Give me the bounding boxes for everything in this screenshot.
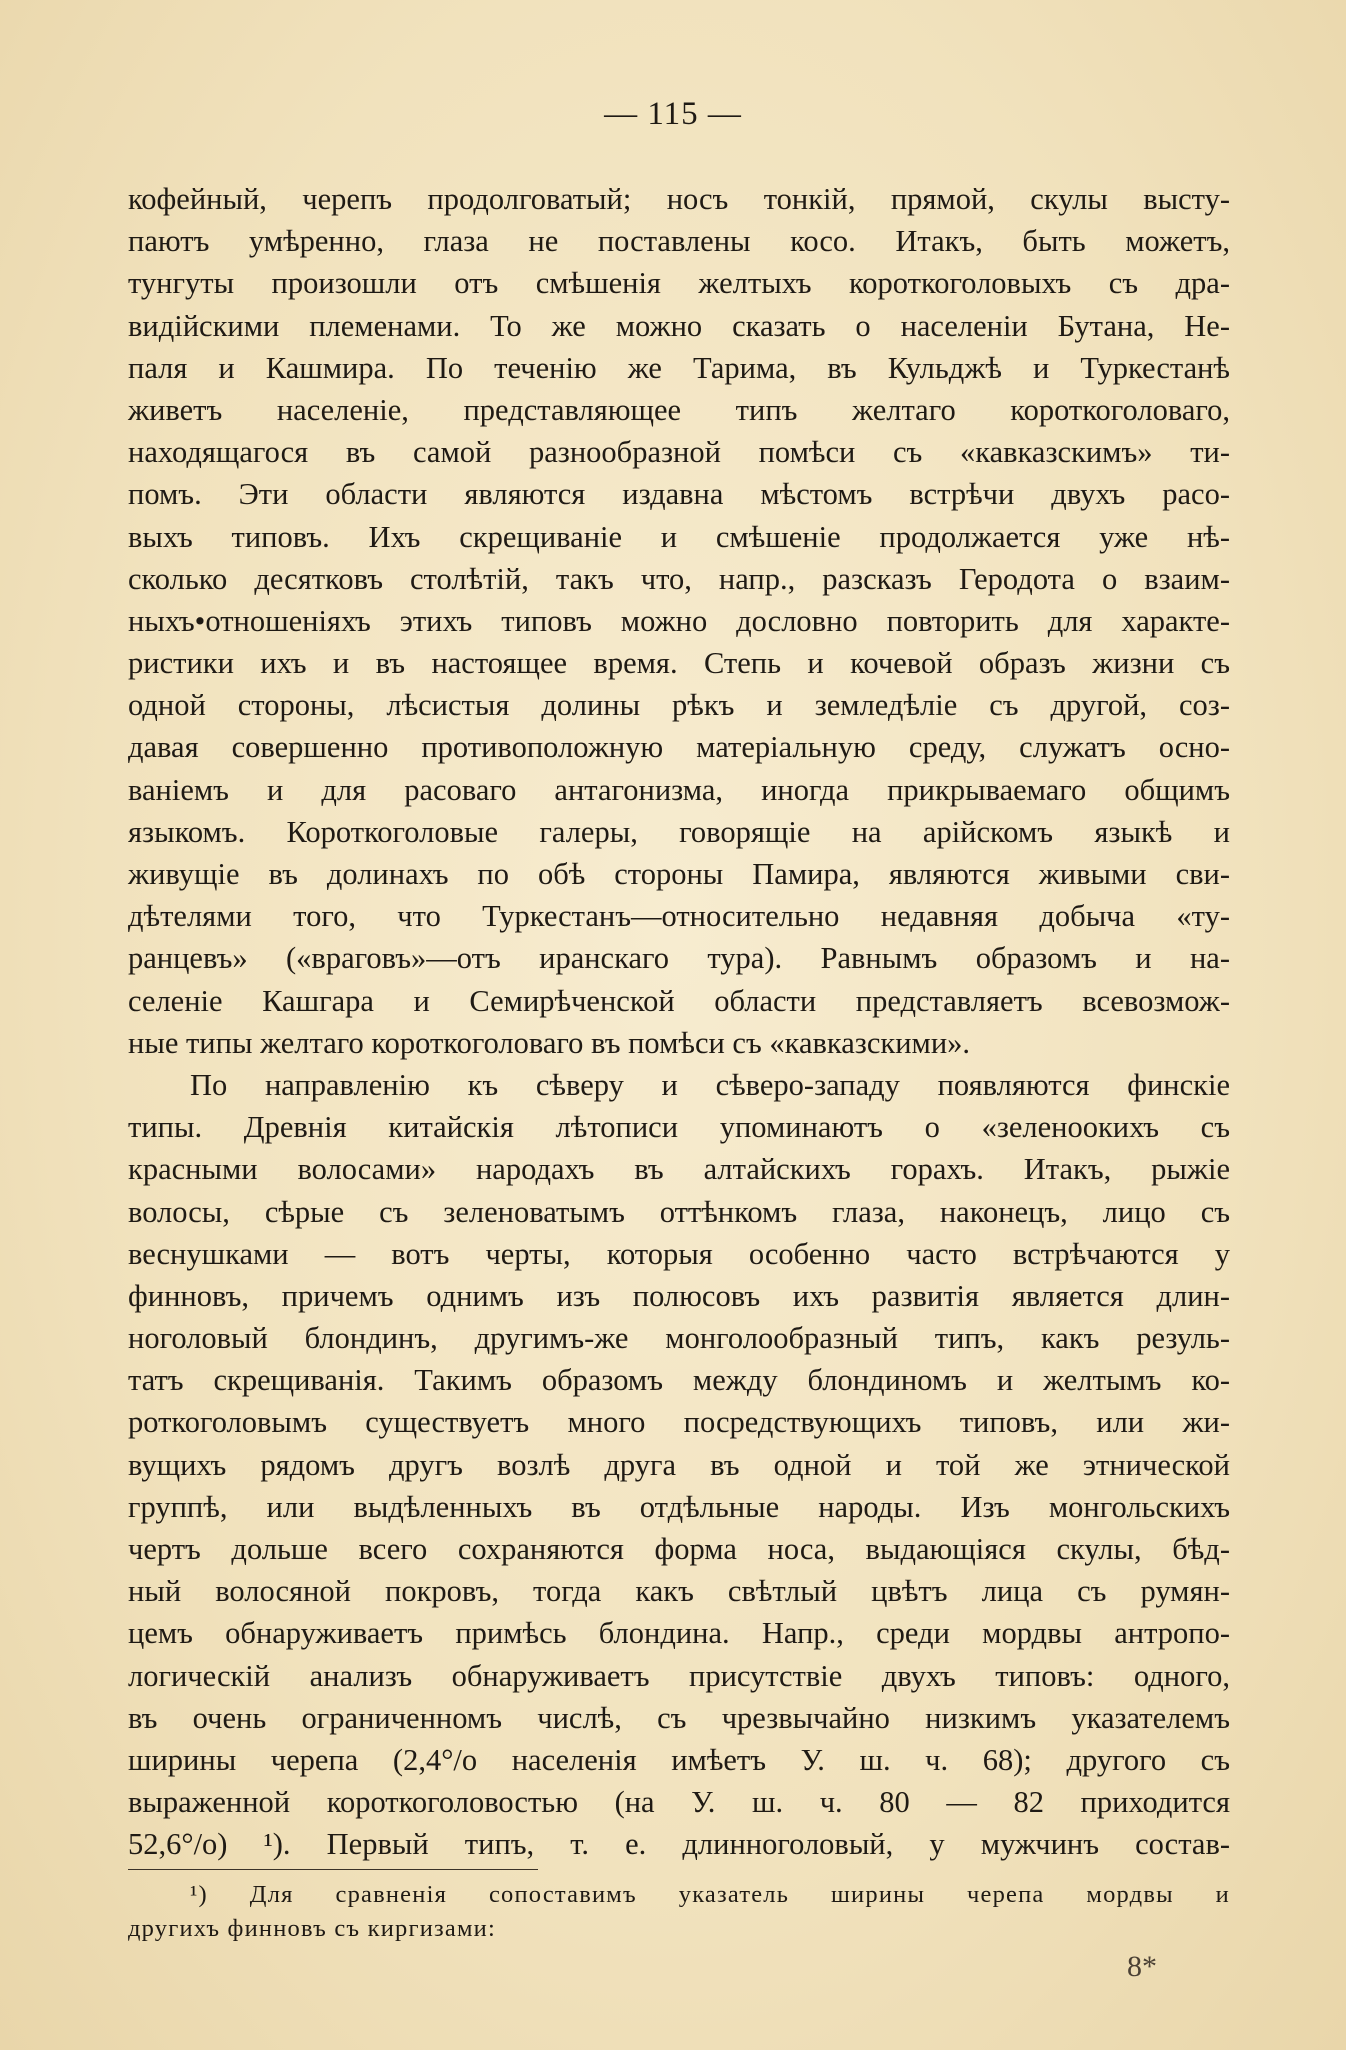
- text-line: волосы, сѣрые съ зеленоватымъ оттѣнкомъ глаза, наконецъ, лицо съ: [128, 1194, 1230, 1229]
- text-line: ный волосяной покровъ, тогда какъ свѣтлый цвѣтъ лица съ румян-: [128, 1574, 1230, 1609]
- text-line: тунгуты произошли отъ смѣшенія желтыхъ короткоголовыхъ съ дра-: [128, 266, 1230, 301]
- text-line: выхъ типовъ. Ихъ скрещиваніе и смѣшеніе продолжается уже нѣ-: [128, 519, 1230, 554]
- text-line: давая совершенно противоположную матеріальную среду, служатъ осно-: [128, 730, 1230, 765]
- text-line: селеніе Кашгара и Семирѣченской области представляетъ всевозмож-: [128, 983, 1230, 1018]
- text-line: По направленію къ сѣверу и сѣверо-западу появляются финскіе: [190, 1067, 1230, 1102]
- text-line: дѣтелями того, что Туркестанъ—относительно недавняя добыча «ту-: [128, 899, 1230, 934]
- text-line: паля и Кашмира. По теченію же Тарима, въ Кульджѣ и Туркестанѣ: [128, 350, 1230, 385]
- text-line: ные типы желтаго короткоголоваго въ помѣси съ «кавказскими».: [128, 1025, 971, 1060]
- text-line: роткоголовымъ существуетъ много посредствующихъ типовъ, или жи-: [128, 1405, 1230, 1440]
- body-text: [128, 178, 1230, 1866]
- text-line: въ очень ограниченномъ числѣ, съ чрезвычайно низкимъ указателемъ: [128, 1700, 1230, 1735]
- text-line: ранцевъ» («враговъ»—отъ иранскаго тура). Равнымъ образомъ и на-: [128, 941, 1230, 976]
- footnote-line: ¹) Для сравненія сопоставимъ указатель ширины черепа мордвы и: [190, 1881, 1230, 1908]
- text-line: помъ. Эти области являются издавна мѣстомъ встрѣчи двухъ расо-: [128, 477, 1230, 512]
- text-line: находящагося въ самой разнообразной помѣси съ «кавказскимъ» ти-: [128, 435, 1230, 470]
- text-line: видійскими племенами. То же можно сказать о населеніи Бутана, Не-: [128, 308, 1230, 343]
- footnote-line: другихъ финновъ съ киргизами:: [128, 1915, 496, 1942]
- text-line: ныхъ•отношеніяхъ этихъ типовъ можно дословно повторить для характе-: [128, 603, 1230, 638]
- text-line: группѣ, или выдѣленныхъ въ отдѣльные народы. Изъ монгольскихъ: [128, 1489, 1230, 1524]
- text-line: логическій анализъ обнаруживаетъ присутствіе двухъ типовъ: одного,: [128, 1658, 1230, 1693]
- text-line: веснушками — вотъ черты, которыя особенно часто встрѣчаются у: [128, 1236, 1230, 1271]
- text-line: вущихъ рядомъ другъ возлѣ друга въ одной и той же этнической: [128, 1447, 1230, 1482]
- signature-mark: 8*: [1127, 1950, 1157, 1983]
- footnote-rule: [128, 1869, 538, 1870]
- text-line: типы. Древнія китайскія лѣтописи упоминаютъ о «зеленоокихъ съ: [128, 1110, 1230, 1145]
- text-line: ширины черепа (2,4°/o населенія имѣетъ У. ш. ч. 68); другого съ: [128, 1742, 1230, 1777]
- page-number: — 115 —: [604, 96, 742, 132]
- text-line: языкомъ. Короткоголовые галеры, говорящіе на арійскомъ языкѣ и: [128, 814, 1230, 849]
- text-line: 52,6°/o) ¹). Первый типъ, т. е. длинноголовый, у мужчинъ состав-: [128, 1827, 1230, 1862]
- text-line: финновъ, причемъ однимъ изъ полюсовъ ихъ развитія является длин-: [128, 1278, 1230, 1313]
- text-line: ноголовый блондинъ, другимъ-же монголообразный типъ, какъ резуль-: [128, 1321, 1230, 1356]
- text-line: ристики ихъ и въ настоящее время. Степь и кочевой образъ жизни съ: [128, 646, 1230, 681]
- text-line: выраженной короткоголовостью (на У. ш. ч. 80 — 82 приходится: [128, 1785, 1230, 1820]
- text-line: сколько десятковъ столѣтій, такъ что, напр., разсказъ Геродота о взаим-: [128, 561, 1230, 596]
- text-line: красными волосами» народахъ въ алтайскихъ горахъ. Итакъ, рыжіе: [128, 1152, 1230, 1187]
- text-line: живетъ населеніе, представляющее типъ желтаго короткоголоваго,: [128, 392, 1230, 427]
- text-line: кофейный, черепъ продолговатый; носъ тонкій, прямой, скулы высту-: [128, 182, 1230, 216]
- text-line: цемъ обнаруживаетъ примѣсь блондина. Напр., среди мордвы антропо-: [128, 1616, 1230, 1651]
- text-line: ваніемъ и для расоваго антагонизма, иногда прикрываемаго общимъ: [128, 772, 1230, 807]
- text-line: татъ скрещиванія. Такимъ образомъ между блондиномъ и желтымъ ко-: [128, 1363, 1230, 1398]
- footnotes: [128, 1878, 1230, 1946]
- text-line: одной стороны, лѣсистыя долины рѣкъ и земледѣліе съ другой, соз-: [128, 688, 1230, 723]
- text-line: паютъ умѣренно, глаза не поставлены косо. Итакъ, быть можетъ,: [128, 224, 1230, 259]
- text-line: чертъ дольше всего сохраняются форма носа, выдающіяся скулы, бѣд-: [128, 1532, 1230, 1566]
- text-line: живущіе въ долинахъ по обѣ стороны Памира, являются живыми сви-: [128, 857, 1230, 891]
